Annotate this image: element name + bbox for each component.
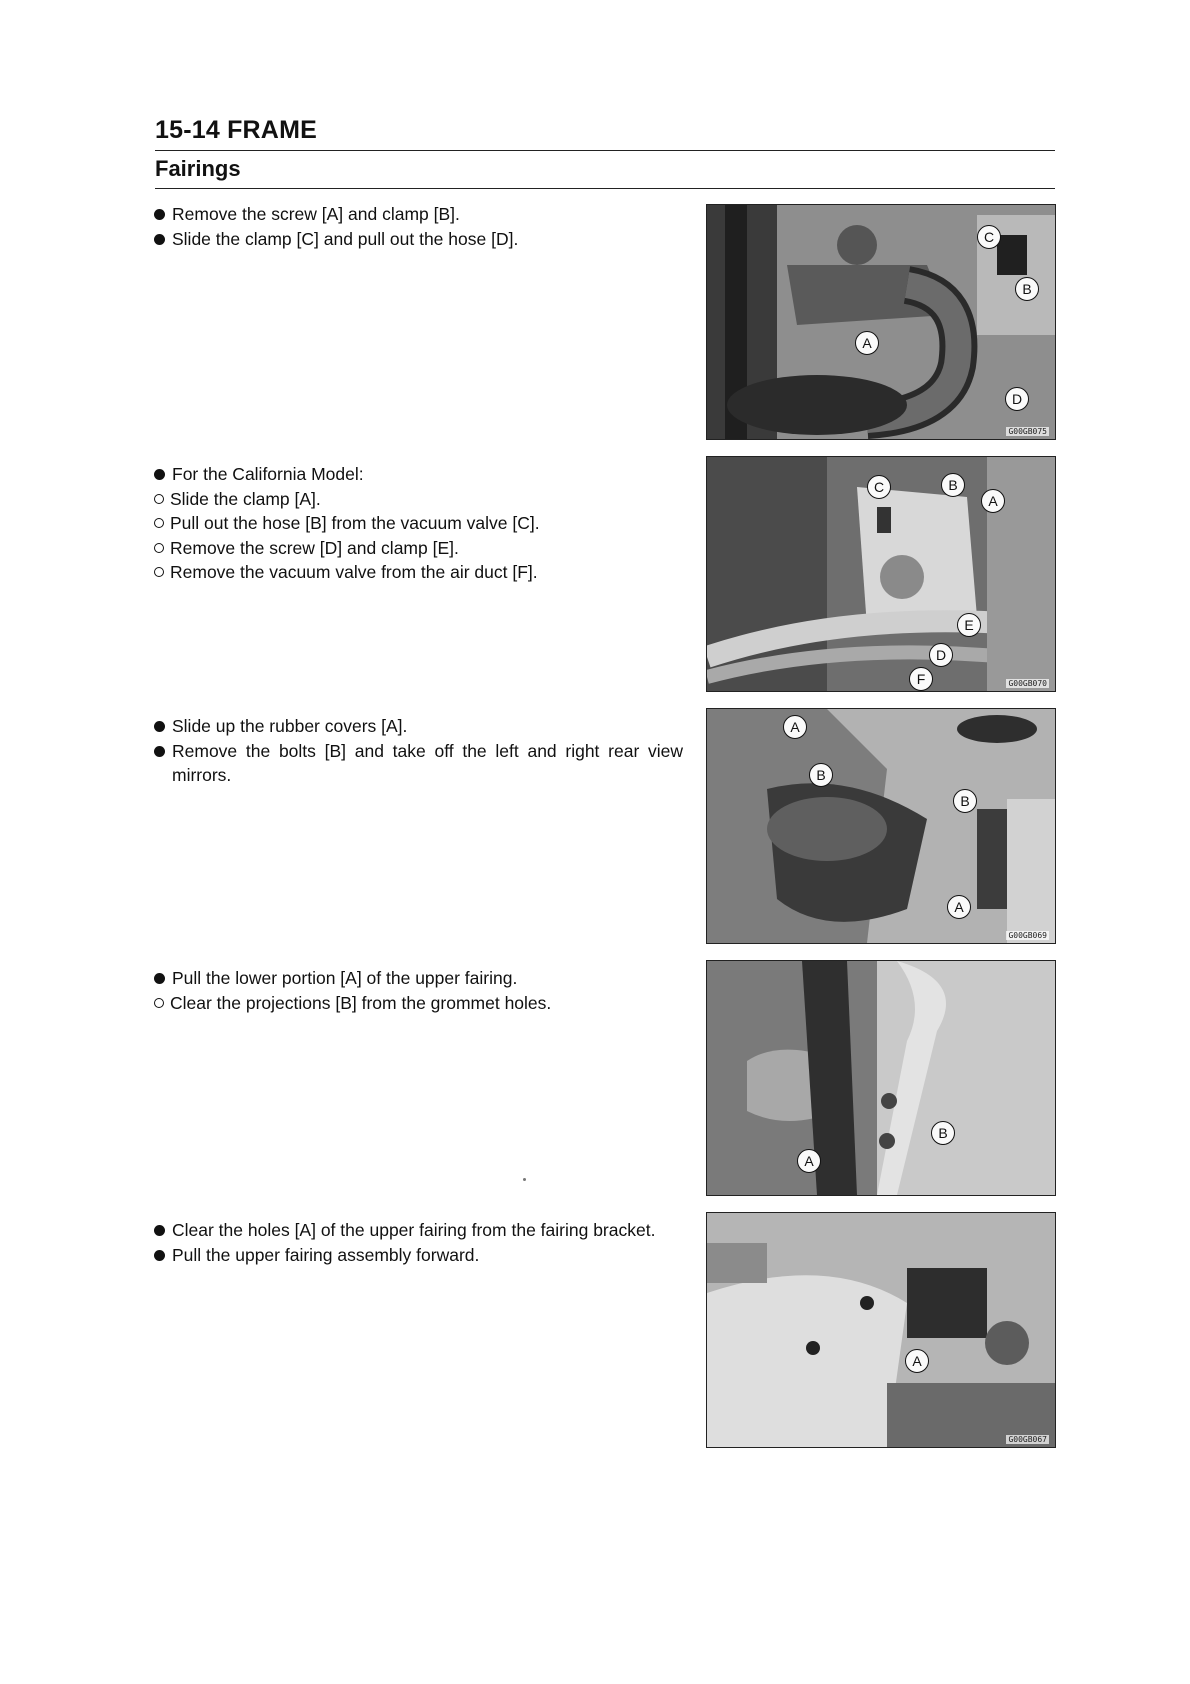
figure-photo-lower-fairing xyxy=(706,960,1056,1196)
callout-a: A xyxy=(981,489,1005,513)
step-text: Pull the upper fairing assembly forward. xyxy=(172,1244,480,1265)
step-text: Slide the clamp [A]. xyxy=(170,488,321,509)
figure-code: G00GB075 xyxy=(1008,427,1047,436)
step-item xyxy=(153,739,683,788)
step-item xyxy=(153,991,683,1016)
step-item xyxy=(153,1218,683,1243)
callout-e: E xyxy=(957,613,981,637)
step-list xyxy=(153,1218,683,1267)
callout-d: D xyxy=(929,643,953,667)
step-text: Clear the holes [A] of the upper fairing from the fairing bracket. xyxy=(172,1220,656,1240)
scan-speck xyxy=(523,1178,526,1181)
step-text: Remove the bolts [B] and take off the left and right rear view mirrors. xyxy=(172,740,683,785)
section-title: Fairings xyxy=(155,156,241,181)
callout-b: B xyxy=(953,789,977,813)
step-list xyxy=(153,462,683,585)
step-item xyxy=(153,202,683,227)
section-rule xyxy=(155,188,1055,189)
figure-photo-vacuum-valve xyxy=(706,456,1056,692)
step-text: Pull out the hose [B] from the vacuum valve [C]. xyxy=(170,513,540,533)
figure-photo-hose-clamp xyxy=(706,204,1056,440)
callout-b: B xyxy=(1015,277,1039,301)
step-item xyxy=(153,511,683,536)
callout-a: A xyxy=(797,1149,821,1173)
step-item xyxy=(153,462,683,487)
step-text: Pull the lower portion [A] of the upper fairing. xyxy=(172,968,518,988)
callout-b: B xyxy=(809,763,833,787)
callout-b: B xyxy=(931,1121,955,1145)
callout-c: C xyxy=(977,225,1001,249)
step-item xyxy=(153,714,683,739)
figure-code: G00GB069 xyxy=(1008,931,1047,940)
step-text: Slide up the rubber covers [A]. xyxy=(172,716,408,736)
callout-b: B xyxy=(941,473,965,497)
step-text: Clear the projections [B] from the grommet holes. xyxy=(170,992,552,1013)
header-rule xyxy=(155,150,1055,151)
step-list xyxy=(153,202,683,251)
callout-d: D xyxy=(1005,387,1029,411)
callout-c: C xyxy=(867,475,891,499)
figure-code: G00GB067 xyxy=(1008,1435,1047,1444)
callout-a: A xyxy=(783,715,807,739)
step-item xyxy=(153,560,683,585)
step-item xyxy=(153,487,683,512)
figure-photo-mirrors xyxy=(706,708,1056,944)
step-text: For the California Model: xyxy=(172,464,364,484)
callout-a: A xyxy=(855,331,879,355)
figure-code: G00GB070 xyxy=(1008,679,1047,688)
step-list xyxy=(153,714,683,788)
step-item xyxy=(153,227,683,252)
step-text: Remove the screw [A] and clamp [B]. xyxy=(172,204,460,224)
step-text: Remove the vacuum valve from the air duct [F]. xyxy=(170,562,538,582)
step-list xyxy=(153,966,683,1015)
step-item xyxy=(153,966,683,991)
step-text: Slide the clamp [C] and pull out the hose [D]. xyxy=(172,228,519,249)
step-text: Remove the screw [D] and clamp [E]. xyxy=(170,537,459,558)
callout-f: F xyxy=(909,667,933,691)
step-item xyxy=(153,536,683,561)
figure-photo-fairing-bracket xyxy=(706,1212,1056,1448)
chapter-title: 15-14 FRAME xyxy=(155,116,317,144)
callout-a: A xyxy=(905,1349,929,1373)
step-item xyxy=(153,1243,683,1268)
callout-a: A xyxy=(947,895,971,919)
